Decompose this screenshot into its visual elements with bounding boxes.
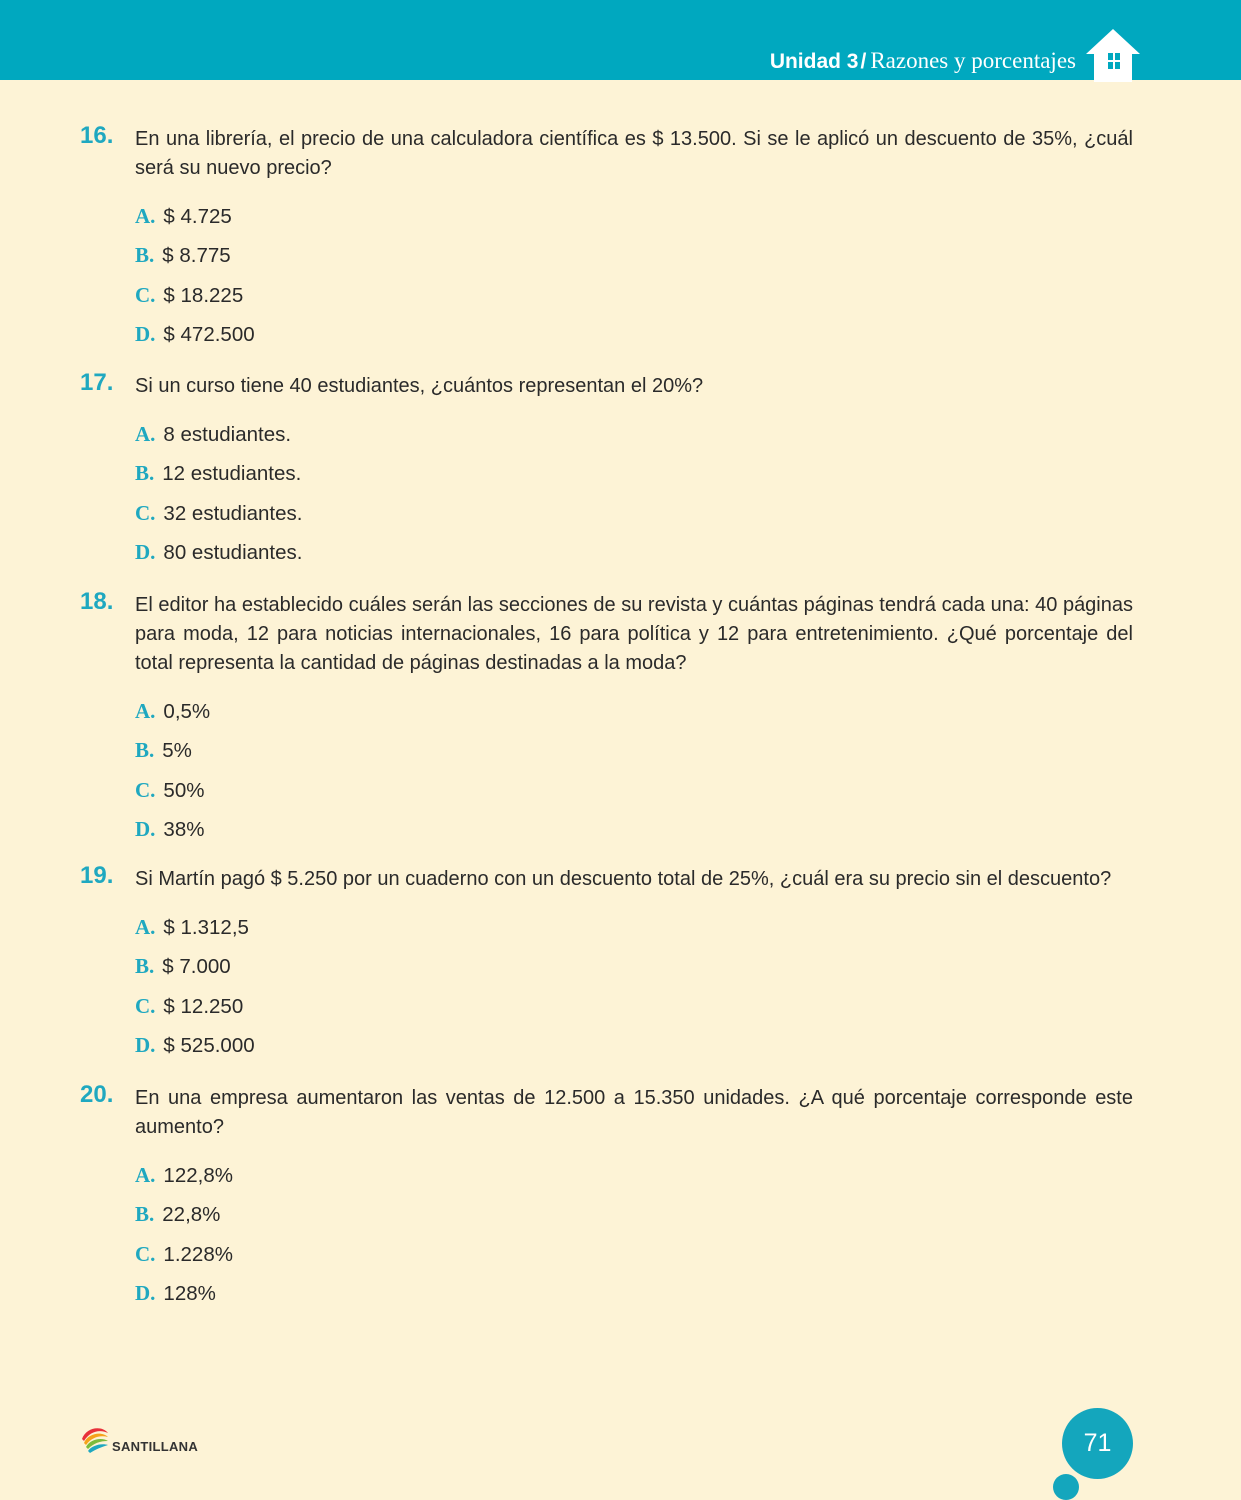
option-letter: B. (135, 1202, 155, 1227)
option-a[interactable] (135, 421, 1133, 460)
option-letter: D. (135, 1280, 156, 1305)
option-text: 50% (163, 778, 205, 802)
options-list (135, 421, 1133, 578)
unit-separator: / (860, 50, 867, 73)
option-b[interactable] (135, 1201, 1133, 1240)
option-c[interactable] (135, 500, 1133, 539)
option-a[interactable] (135, 698, 1133, 737)
options-list (135, 203, 1133, 360)
option-d[interactable] (135, 539, 1133, 578)
question-20 (80, 1081, 1133, 1319)
option-a[interactable] (135, 914, 1133, 953)
option-c[interactable] (135, 282, 1133, 321)
option-text: 22,8% (162, 1203, 221, 1227)
question-number: 16. (80, 122, 114, 149)
question-number: 17. (80, 369, 114, 396)
home-icon[interactable] (1085, 26, 1141, 82)
unit-label: Unidad 3 (769, 50, 859, 73)
option-b[interactable] (135, 953, 1133, 992)
option-letter: D. (135, 816, 156, 841)
option-letter: A. (135, 915, 156, 939)
option-d[interactable] (135, 321, 1133, 360)
option-b[interactable] (135, 460, 1133, 499)
option-d[interactable] (135, 1032, 1133, 1071)
option-letter: A. (135, 1163, 156, 1187)
question-text: En una librería, el precio de una calculadora científica es $ 13.500. Si se le aplicó un descuento de 35%, ¿cuál será su nuevo precio? (135, 128, 1133, 179)
option-d[interactable] (135, 816, 1133, 855)
options-list (135, 914, 1133, 1071)
option-text: $ 525.000 (163, 1033, 255, 1057)
option-text: $ 12.250 (163, 994, 244, 1018)
option-a[interactable] (135, 203, 1133, 242)
option-c[interactable] (135, 777, 1133, 816)
option-text: $ 1.312,5 (163, 916, 249, 939)
options-list (135, 698, 1133, 855)
question-18 (80, 588, 1133, 855)
option-text: 32 estudiantes. (163, 501, 303, 525)
option-text: 5% (162, 739, 192, 763)
option-text: $ 4.725 (163, 205, 232, 228)
option-letter: A. (135, 699, 156, 723)
option-text: $ 472.500 (163, 322, 255, 346)
option-b[interactable] (135, 737, 1133, 776)
option-letter: C. (135, 993, 156, 1018)
option-text: 0,5% (163, 700, 211, 723)
options-list (135, 1162, 1133, 1319)
option-text: 1.228% (163, 1242, 233, 1266)
option-text: $ 7.000 (162, 955, 231, 979)
question-number: 18. (80, 588, 114, 615)
unit-title (770, 48, 1076, 74)
question-text: Si un curso tiene 40 estudiantes, ¿cuántos representan el 20%? (135, 375, 704, 397)
question-17 (80, 369, 1133, 578)
option-text: 38% (163, 817, 205, 841)
publisher-name: SANTILLANA (112, 1438, 199, 1454)
option-text: $ 8.775 (162, 244, 231, 268)
option-text: 8 estudiantes. (163, 423, 292, 446)
option-text: 122,8% (163, 1164, 233, 1187)
page-number: 71 (1062, 1408, 1133, 1479)
option-text: 12 estudiantes. (162, 462, 302, 486)
option-letter: C. (135, 282, 156, 307)
option-letter: B. (135, 954, 155, 979)
option-letter: B. (135, 243, 155, 268)
option-d[interactable] (135, 1280, 1133, 1319)
option-text: $ 18.225 (163, 283, 244, 307)
option-c[interactable] (135, 1241, 1133, 1280)
option-a[interactable] (135, 1162, 1133, 1201)
question-text: El editor ha establecido cuáles serán las secciones de su revista y cuántas páginas tendrá cada una: 40 páginas para moda, 12 para noticias internacionales, 16 para política y 12 para entretenimiento. ¿Qué porcentaje del total representa la cantidad de páginas destinadas a la moda? (135, 594, 1133, 674)
option-letter: D. (135, 321, 156, 346)
question-text: En una empresa aumentaron las ventas de 12.500 a 15.350 unidades. ¿A qué porcentaje corresponde este aumento? (135, 1087, 1133, 1138)
unit-topic: Razones y porcentajes (870, 48, 1076, 73)
question-text: Si Martín pagó $ 5.250 por un cuaderno con un descuento total de 25%, ¿cuál era su precio sin el descuento? (135, 868, 1112, 890)
option-letter: B. (135, 461, 155, 486)
question-19 (80, 862, 1133, 1071)
option-letter: B. (135, 738, 155, 763)
question-16 (80, 122, 1133, 360)
option-text: 80 estudiantes. (163, 540, 303, 564)
publisher-logo (80, 1425, 198, 1455)
santillana-logo-icon (80, 1425, 110, 1455)
option-letter: D. (135, 539, 156, 564)
question-number: 19. (80, 862, 114, 889)
option-text: 128% (163, 1281, 216, 1305)
page-dot-decoration (1053, 1474, 1079, 1500)
question-number: 20. (80, 1081, 114, 1108)
option-letter: D. (135, 1032, 156, 1057)
option-letter: A. (135, 204, 156, 228)
option-letter: A. (135, 422, 156, 446)
option-letter: C. (135, 500, 156, 525)
option-letter: C. (135, 1241, 156, 1266)
option-c[interactable] (135, 993, 1133, 1032)
option-b[interactable] (135, 242, 1133, 281)
option-letter: C. (135, 777, 156, 802)
